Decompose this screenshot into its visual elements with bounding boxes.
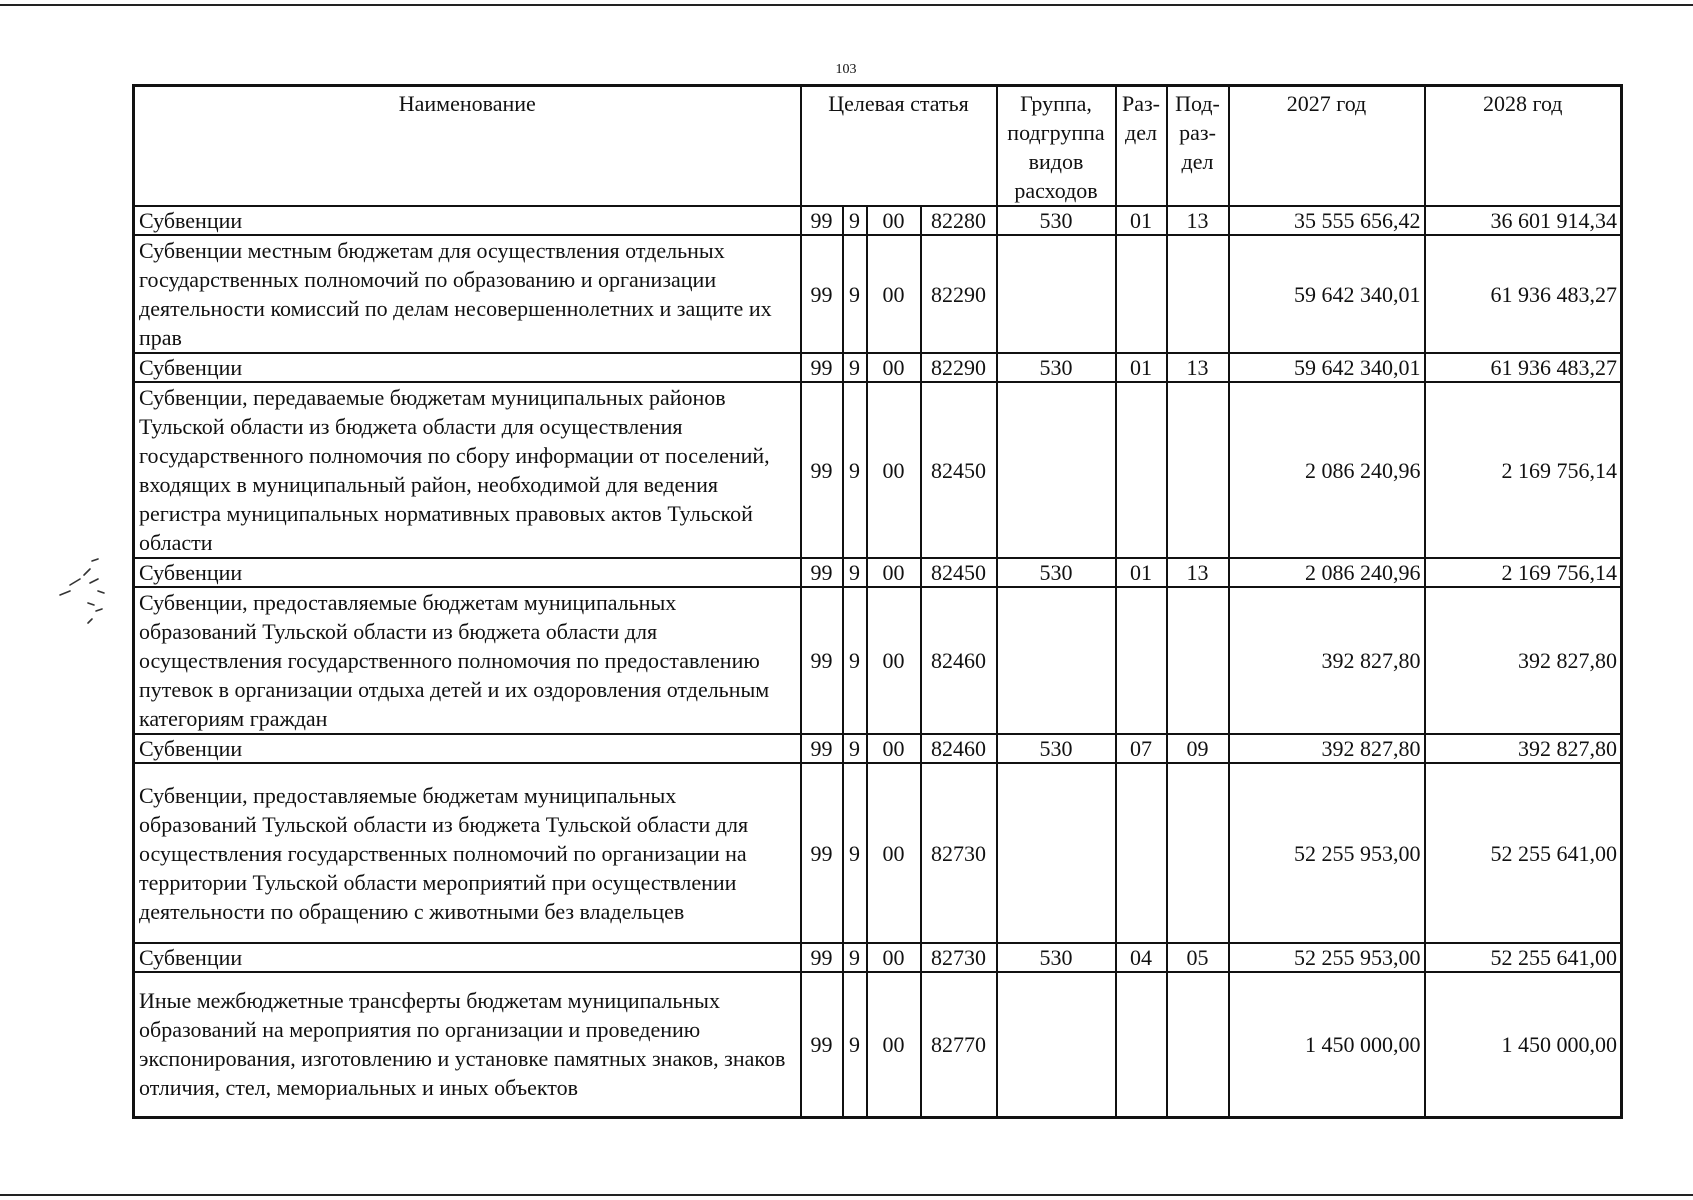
expense-group: 530 [997, 943, 1116, 972]
row-name: Субвенции [134, 558, 801, 587]
article-code-part: 99 [801, 382, 843, 558]
article-code-part: 9 [843, 558, 867, 587]
amount-2027: 52 255 953,00 [1229, 763, 1425, 943]
amount-2028: 2 169 756,14 [1425, 382, 1622, 558]
table-row [134, 353, 1622, 382]
article-code-part: 00 [867, 972, 921, 1117]
row-name: Субвенции, передаваемые бюджетам муниципальных районов Тульской области из бюджета области для осуществления государственного полномочия по сбору информации от поселений, входящих в муниципальный район, необходимой для ведения регистра муниципальных нормативных правовых актов Тульской области [134, 382, 801, 558]
table-row [134, 382, 1622, 558]
amount-2027: 52 255 953,00 [1229, 943, 1425, 972]
amount-2028: 392 827,80 [1425, 734, 1622, 763]
amount-2027: 35 555 656,42 [1229, 206, 1425, 235]
section: 01 [1116, 206, 1167, 235]
article-code-part: 00 [867, 943, 921, 972]
amount-2027: 59 642 340,01 [1229, 353, 1425, 382]
row-name: Субвенции [134, 734, 801, 763]
amount-2028: 52 255 641,00 [1425, 763, 1622, 943]
subsection [1167, 972, 1229, 1117]
article-code-part: 82280 [921, 206, 997, 235]
subsection [1167, 763, 1229, 943]
article-code-part: 99 [801, 558, 843, 587]
expense-group: 530 [997, 353, 1116, 382]
amount-2027: 392 827,80 [1229, 587, 1425, 734]
amount-2028: 392 827,80 [1425, 587, 1622, 734]
article-code-part: 9 [843, 734, 867, 763]
article-code-part: 99 [801, 972, 843, 1117]
expense-group [997, 382, 1116, 558]
amount-2028: 36 601 914,34 [1425, 206, 1622, 235]
table-header-row [134, 86, 1622, 207]
article-code-part: 00 [867, 587, 921, 734]
header-subsection: Под- раз- дел [1167, 86, 1229, 207]
section [1116, 235, 1167, 353]
amount-2027: 392 827,80 [1229, 734, 1425, 763]
amount-2027: 59 642 340,01 [1229, 235, 1425, 353]
header-target-article: Целевая статья [801, 86, 997, 207]
article-code-part: 00 [867, 558, 921, 587]
subsection [1167, 587, 1229, 734]
article-code-part: 99 [801, 353, 843, 382]
article-code-part: 82460 [921, 734, 997, 763]
header-group: Группа, подгруппа видов расходов [997, 86, 1116, 207]
row-name: Субвенции [134, 206, 801, 235]
subsection: 05 [1167, 943, 1229, 972]
expense-group [997, 972, 1116, 1117]
article-code-part: 9 [843, 587, 867, 734]
article-code-part: 82730 [921, 763, 997, 943]
article-code-part: 82290 [921, 353, 997, 382]
table-row [134, 734, 1622, 763]
subsection: 09 [1167, 734, 1229, 763]
expense-group [997, 235, 1116, 353]
expense-group: 530 [997, 734, 1116, 763]
section: 04 [1116, 943, 1167, 972]
table-row [134, 558, 1622, 587]
table-row [134, 235, 1622, 353]
table-row [134, 763, 1622, 943]
scan-edge-bottom [0, 1194, 1693, 1196]
amount-2027: 2 086 240,96 [1229, 382, 1425, 558]
expense-group [997, 587, 1116, 734]
article-code-part: 82770 [921, 972, 997, 1117]
article-code-part: 00 [867, 382, 921, 558]
amount-2027: 1 450 000,00 [1229, 972, 1425, 1117]
amount-2027: 2 086 240,96 [1229, 558, 1425, 587]
article-code-part: 9 [843, 943, 867, 972]
article-code-part: 9 [843, 763, 867, 943]
section [1116, 763, 1167, 943]
table-row [134, 587, 1622, 734]
article-code-part: 99 [801, 734, 843, 763]
article-code-part: 9 [843, 972, 867, 1117]
header-year-2028: 2028 год [1425, 86, 1622, 207]
row-name: Субвенции местным бюджетам для осуществления отдельных государственных полномочий по образованию и организации деятельности комиссий по делам несовершеннолетних и защите их прав [134, 235, 801, 353]
subsection [1167, 382, 1229, 558]
article-code-part: 82450 [921, 382, 997, 558]
amount-2028: 1 450 000,00 [1425, 972, 1622, 1117]
budget-table [132, 84, 1623, 1119]
article-code-part: 9 [843, 353, 867, 382]
subsection: 13 [1167, 206, 1229, 235]
handwritten-margin-mark [52, 555, 122, 635]
article-code-part: 00 [867, 353, 921, 382]
article-code-part: 99 [801, 943, 843, 972]
section [1116, 587, 1167, 734]
subsection: 13 [1167, 353, 1229, 382]
article-code-part: 9 [843, 206, 867, 235]
row-name: Субвенции, предоставляемые бюджетам муниципальных образований Тульской области из бюджета области для осуществления государственного полномочия по предоставлению путевок в организации отдыха детей и их оздоровления отдельным категориям граждан [134, 587, 801, 734]
article-code-part: 00 [867, 763, 921, 943]
subsection: 13 [1167, 558, 1229, 587]
subsection [1167, 235, 1229, 353]
row-name: Субвенции [134, 943, 801, 972]
header-name: Наименование [134, 86, 801, 207]
table-row [134, 206, 1622, 235]
section: 01 [1116, 558, 1167, 587]
article-code-part: 82460 [921, 587, 997, 734]
row-name: Иные межбюджетные трансферты бюджетам муниципальных образований на мероприятия по организации и проведению экспонирования, изготовлению и установке памятных знаков, знаков отличия, стел, мемориальных и иных объектов [134, 972, 801, 1117]
article-code-part: 9 [843, 235, 867, 353]
article-code-part: 00 [867, 206, 921, 235]
header-year-2027: 2027 год [1229, 86, 1425, 207]
section: 01 [1116, 353, 1167, 382]
expense-group: 530 [997, 206, 1116, 235]
article-code-part: 99 [801, 587, 843, 734]
article-code-part: 99 [801, 763, 843, 943]
expense-group [997, 763, 1116, 943]
amount-2028: 2 169 756,14 [1425, 558, 1622, 587]
section: 07 [1116, 734, 1167, 763]
article-code-part: 82450 [921, 558, 997, 587]
article-code-part: 82730 [921, 943, 997, 972]
scan-edge-top [0, 4, 1693, 6]
article-code-part: 99 [801, 206, 843, 235]
article-code-part: 99 [801, 235, 843, 353]
table-row [134, 943, 1622, 972]
expense-group: 530 [997, 558, 1116, 587]
amount-2028: 52 255 641,00 [1425, 943, 1622, 972]
table-row [134, 972, 1622, 1117]
row-name: Субвенции [134, 353, 801, 382]
row-name: Субвенции, предоставляемые бюджетам муниципальных образований Тульской области из бюджета Тульской области для осуществления государственных полномочий по организации на территории Тульской области мероприятий при осуществлении деятельности по обращению с животными без владельцев [134, 763, 801, 943]
page-number: 103 [835, 62, 857, 77]
article-code-part: 00 [867, 235, 921, 353]
amount-2028: 61 936 483,27 [1425, 353, 1622, 382]
amount-2028: 61 936 483,27 [1425, 235, 1622, 353]
article-code-part: 82290 [921, 235, 997, 353]
article-code-part: 9 [843, 382, 867, 558]
section [1116, 382, 1167, 558]
header-section: Раз- дел [1116, 86, 1167, 207]
section [1116, 972, 1167, 1117]
article-code-part: 00 [867, 734, 921, 763]
